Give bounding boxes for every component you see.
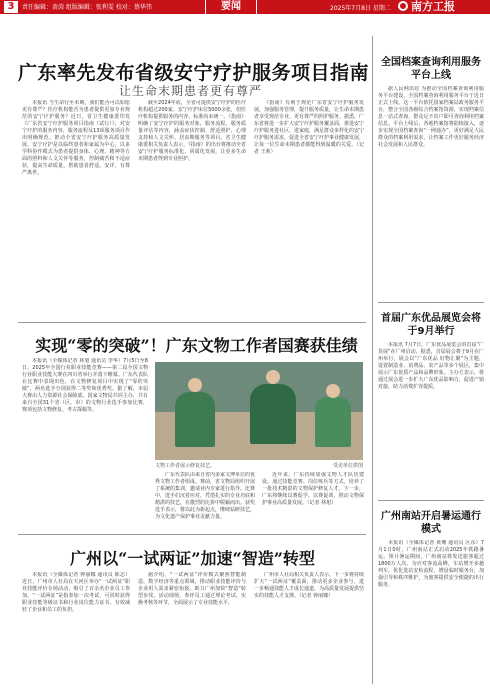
photo-head-3 [326, 384, 340, 398]
issue-date: 2025年7月8日 星期二 [330, 5, 391, 12]
photo-credit: 受访单位供图 [332, 463, 363, 469]
article2-column-3: 近年来，广东持续加强文物人才队伍建设，通过技能竞赛、岗位练兵等方式，培养了一批技术精湛的文物保护修复人才。下一步，广东将继续以赛促学、以赛促训，推动文物保护事业高质量发展。（记者 林旭） [262, 472, 364, 506]
article3-column-3: 广州市人社局相关负责人表示，下一步将持续扩大“一试两证”覆盖面，推动更多企业参与，进一步畅通技能人才成长通道，为高质量发展提供坚实的技能人才支撑。（记者 钟丽娜） [254, 572, 364, 599]
sidebar-divider-2 [378, 500, 484, 501]
sidebar-item1-headline: 全国档案查询利用服务平台上线 [381, 57, 481, 81]
article2-photo [155, 362, 363, 460]
article2-headline: 实现“零的突破”！广东文物工作者国赛获佳绩 [35, 336, 358, 355]
sidebar-item2-body: 本报讯 7月7日，广东优品展览会的首届“广货展”在广州启动。据悉，首届展会将于9月在广州举行，展会以“广东优品 好物汇聚”为主题，设置制造业、消费品、农产品等多个展区，集中展示广东优质产品和品牌形象。主办方表示，将通过展会进一步扩大广东优品影响力，促进产销对接，助力消费扩容提质。 [378, 342, 484, 390]
divider-2 [18, 534, 366, 535]
sidebar-divider [372, 36, 373, 684]
sidebar-divider-1 [378, 302, 484, 303]
photo-caption-text: 文物工作者展示修复技艺。 [155, 463, 216, 469]
photo-head-1 [188, 378, 202, 392]
sidebar-item1-body: 据人民网消息 为推动全国档案查询利用服务平台建设，全国档案查询利用服务平台于近日正式上线。这一平台依托国家档案局政务服务平台，整合全国各级综合档案馆资源，实现档案信息一站式查询，群众足不出户即可查询利用档案信息。平台上线后，各地档案馆将陆续接入，逐步实现全国档案查询“一网通办”，更好满足人民群众的档案利用需求，让档案工作更好服务经济社会发展和人民群众。 [378, 86, 484, 148]
article3-headline: 广州以“一试两证”加速“智造”转型 [70, 549, 315, 568]
article3-column-2: 据介绍，“一试两证”评价模式聚焦智能制造、数字经济等重点领域，推动职业技能评价与企业用人需求紧密衔接，助力广州加快“智造”转型步伐。活动现场，参评员工通过理论考试、实操考核等环节，全面展示了专业技能水平。 [138, 572, 246, 606]
photo-person-3 [315, 397, 351, 447]
southern-workers-logo-icon [398, 1, 408, 11]
article1-column-2: 截至2024年底，全省可提供安宁疗护的医疗机构超过200家，安宁疗护床位5000余张，但医疗机构提供服务的内容、标准尚未统一。《指南》明确了安宁疗护的服务对象、服务流程、服务质量评估等内容，涵盖症状控制、舒适照护、心理支持和人文关怀、居丧期服务等项目。省卫生健康委相关负责人表示，《指南》的出台将推动全省安宁疗护服务标准化、同质化发展，让更多生命末期患者得到专业照护。 [138, 100, 246, 162]
masthead [0, 0, 490, 30]
divider-1 [18, 322, 366, 323]
photo-head-2 [266, 370, 280, 384]
article3-column-1: 本报讯（全媒体记者 钟丽娜 通讯员 陈志）近日，广州市人社局在天河区举办“一试两证”职业技能评价专场活动，吸引了百余名企业员工参加。“一试两证”是指参加一次考试，可同时获得职业技能等级证书和行业岗位能力证书，有效减轻了企业和员工的负担。 [22, 572, 130, 613]
section-label: 要闻 [205, 0, 257, 14]
photo-caption [155, 462, 363, 469]
sidebar-item3-body: 本报讯（全媒体记者 黄珊 通讯员 区东）7月1日0时，广州南站正式启动2025年铁路暑运。预计暑运期间，广州南站将发送旅客超过1800万人次。为应对客流高峰，车站增开多趟列车，优化进站安检流程，增设临时服务台，加强引导和秩序维护，为旅客提供安全便捷的出行服务。 [378, 540, 484, 588]
article2-column-1: 本报讯（全媒体记者 林旭 通讯员 李华）7月5日至8日，2025年全国行业职业技能竞赛——第二届全国文物行业职业技能大赛在四川省举行并落下帷幕。广东代表队在比赛中表现出色，在文物修复项目中实现了“零的突破”，两名选手分别获得二等奖和优秀奖。据了解，本届大赛由人力资源社会保障部、国家文物局共同主办，共有来自全国31个省（区、市）的文物行业选手参加比赛，赛项包括文物修复、考古探掘等。 [22, 358, 148, 413]
editors-line: 责任编辑：黄茵 组版编辑：张利雯 校对：蔡华伟 [22, 4, 152, 11]
article1-column-1: 本报讯 当生命行至末期，我们能否可以如愿更有尊严？医疗机构能否为患者提供更加专业规范的安宁疗护服务？近日，省卫生健康委印发《广东省安宁疗护服务项目指南（试行）》，对安宁疗护的服务内容、服务流程及13项服务项目作出明确规范，推动全省安宁疗护服务高质量发展。安宁疗护是以临终患者和家属为中心，以多学科协作模式为患者提供身体、心理、精神等方面的照料和人文关怀等服务，控制痛苦和不适症状，提高生命质量，帮助患者舒适、安详、有尊严离世。 [22, 100, 130, 176]
brand-logo [398, 0, 490, 14]
page-number: 3 [4, 1, 18, 13]
article2-column-2: 广东代表队由来自省内多家文博单位的优秀文物工作者组成。赛前，省文物局组织开展了系统的集训，邀请业内专家进行指导。比赛中，选手们沉着应对，凭借扎实的专业功底和精湛的技艺，在激烈的比拼中脱颖而出。获奖选手表示，将以此为新起点，继续钻研技艺，为文化遗产保护事业贡献力量。 [155, 472, 255, 520]
sidebar-item3-headline: 广州南站开启暑运通行模式 [381, 511, 481, 535]
photo-person-2 [250, 384, 296, 444]
article1-column-3: 《指南》有利于规范广东省安宁疗护服务发展，加强服务管理，提升服务质量，让生命末期患者享受规范专业、更有尊严的照护服务。据悉，广东省将进一步扩大安宁疗护服务覆盖面，推进安宁疗护服务进社区、进家庭，满足群众多样化的安宁疗护服务需求，促进全省安宁疗护事业健康发展，让每一位生命末期患者都能得到温暖的关爱。（记者 王莉） [254, 100, 364, 155]
sidebar-item2-headline: 首届广东优品展览会将于9月举行 [381, 313, 481, 337]
brand-name: 南方工报 [411, 0, 455, 13]
photo-person-1 [175, 392, 215, 447]
article1-subheadline: 让生命末期患者更有尊严 [118, 84, 262, 98]
article1-headline: 广东率先发布省级安宁疗护服务项目指南 [18, 62, 370, 84]
